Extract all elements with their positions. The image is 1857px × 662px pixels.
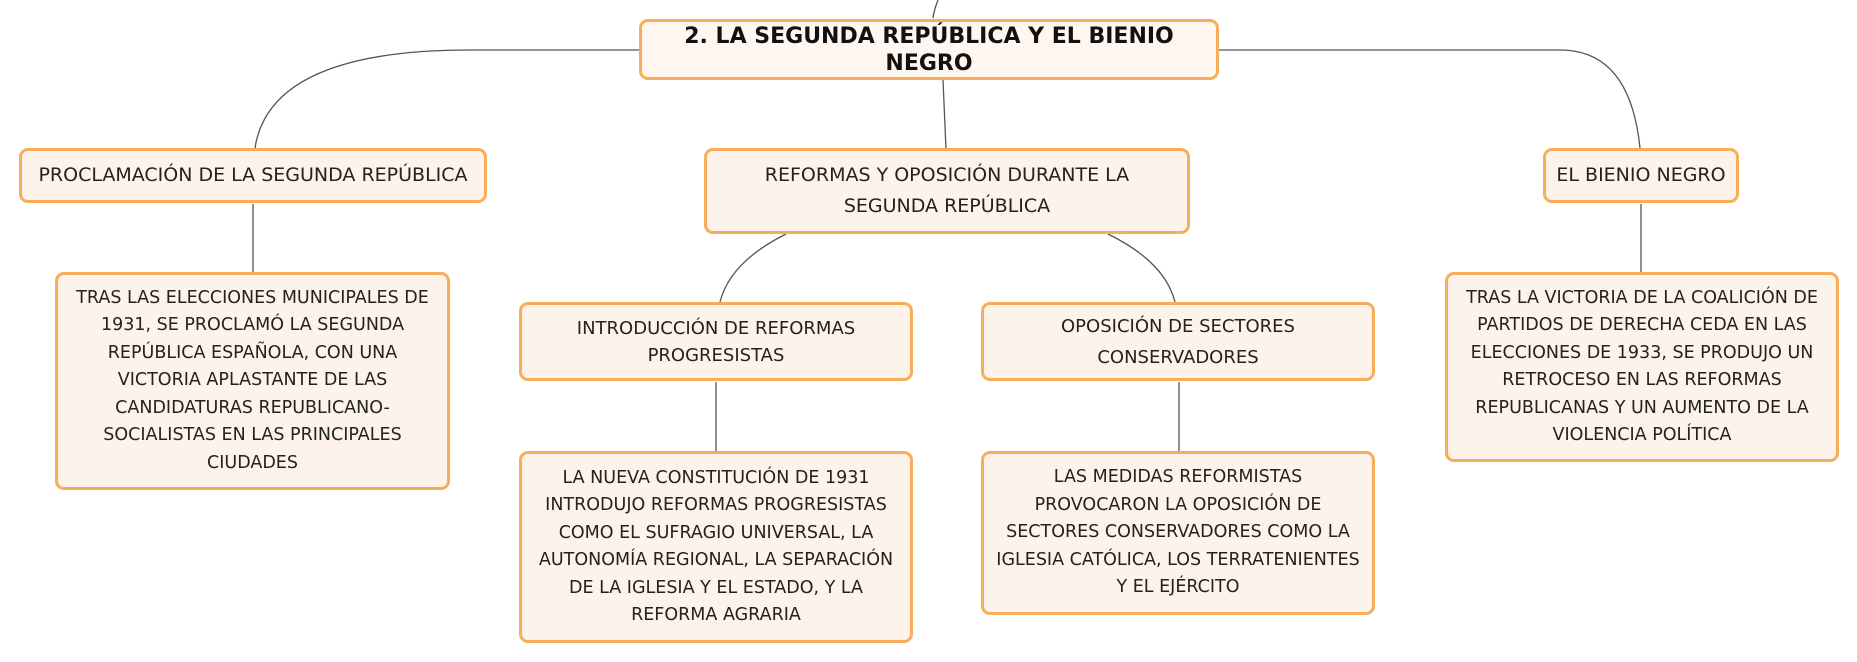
topic-reformas-oposicion[interactable]: REFORMAS Y OPOSICIÓN DURANTE LA SEGUNDA REPÚBLICA (704, 148, 1190, 234)
detail-bienio-negro[interactable]: TRAS LA VICTORIA DE LA COALICIÓN DE PARTIDOS DE DERECHA CEDA EN LAS ELECCIONES DE 1933, SE PRODUJO UN RETROCESO EN LAS REFORMAS REPUBLICANAS Y UN AUMENTO DE LA VIOLENCIA POLÍTICA (1445, 272, 1839, 462)
detail-oposicion-sectores[interactable]: LAS MEDIDAS REFORMISTAS PROVOCARON LA OPOSICIÓN DE SECTORES CONSERVADORES COMO LA IGLESIA CATÓLICA, LOS TERRATENIENTES Y EL EJÉRCITO (981, 451, 1375, 615)
connector-root-to-proclamacion (255, 50, 642, 148)
detail-introduccion-reformas[interactable]: LA NUEVA CONSTITUCIÓN DE 1931 INTRODUJO REFORMAS PROGRESISTAS COMO EL SUFRAGIO UNIVERSAL, LA AUTONOMÍA REGIONAL, LA SEPARACIÓN DE LA IGLESIA Y EL ESTADO, Y LA REFORMA AGRARIA (519, 451, 913, 643)
root-topic[interactable]: 2. LA SEGUNDA REPÚBLICA Y EL BIENIO NEGRO (639, 19, 1219, 80)
connector-reformas-to-oposicion (1108, 234, 1175, 302)
detail-proclamacion[interactable]: TRAS LAS ELECCIONES MUNICIPALES DE 1931, SE PROCLAMÓ LA SEGUNDA REPÚBLICA ESPAÑOLA, CON UNA VICTORIA APLASTANTE DE LAS CANDIDATURAS REPUBLICANO-SOCIALISTAS EN LAS PRINCIPALES CIUDADES (55, 272, 450, 490)
connector-root-to-bienio (1219, 50, 1640, 148)
connector-root-to-reformas (943, 80, 946, 149)
topic-introduccion-reformas[interactable]: INTRODUCCIÓN DE REFORMAS PROGRESISTAS (519, 302, 913, 381)
connector-root-parent (933, 0, 938, 18)
topic-proclamacion[interactable]: PROCLAMACIÓN DE LA SEGUNDA REPÚBLICA (19, 148, 487, 203)
topic-bienio-negro[interactable]: EL BIENIO NEGRO (1543, 148, 1739, 203)
connector-reformas-to-introduccion (720, 234, 786, 302)
topic-oposicion-sectores[interactable]: OPOSICIÓN DE SECTORES CONSERVADORES (981, 302, 1375, 381)
